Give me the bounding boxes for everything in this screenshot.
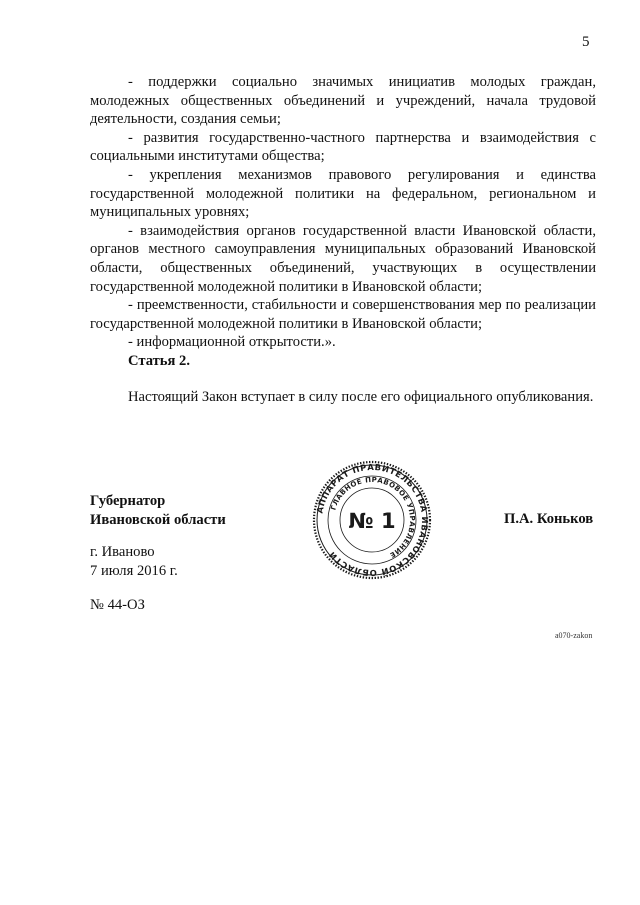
law-number: № 44-ОЗ bbox=[90, 597, 145, 613]
paragraph: - преемственности, стабильности и совершенствования мер по реализации государственной молодежной политики в Ивановской области; bbox=[90, 297, 596, 332]
seal-number: № 1 bbox=[348, 509, 396, 533]
city-date bbox=[90, 543, 178, 581]
file-reference: a070-zakon bbox=[555, 631, 593, 640]
signer-title-line: Губернатор bbox=[90, 493, 166, 509]
paragraph: - поддержки социально значимых инициатив молодых граждан, молодежных общественных объединений и учреждений, начала трудовой деятельности, создания семьи; bbox=[90, 74, 596, 128]
signer-title bbox=[90, 492, 226, 530]
seal-inner-text: ГЛАВНОЕ ПРАВОВОЕ УПРАВЛЕНИЕ bbox=[329, 475, 417, 560]
page-number: 5 bbox=[582, 34, 590, 50]
seal-outer-text: АППАРАТ ПРАВИТЕЛЬСТВА ИВАНОВСКОЙ ОБЛАСТИ bbox=[314, 461, 431, 579]
article-text: Настоящий Закон вступает в силу после его официального опубликования. bbox=[128, 389, 594, 405]
paragraph: - взаимодействия органов государственной власти Ивановской области, органов местного самоуправления муниципальных образований Ивановской области, общественных объединений, участвующих в осуществлении государственной молодежной политики в Ивановской области; bbox=[90, 222, 596, 295]
city: г. Иваново bbox=[90, 544, 155, 560]
body-text bbox=[90, 73, 596, 352]
paragraph: - информационной открытости.». bbox=[128, 334, 336, 351]
paragraph: - развития государственно-частного партнерства и взаимодействия с социальными институтами общества; bbox=[90, 129, 596, 165]
paragraph: - укрепления механизмов правового регулирования и единства государственной молодежной политики на федеральном, региональном и муниципальных уровнях; bbox=[90, 166, 596, 221]
date: 7 июля 2016 г. bbox=[90, 563, 178, 579]
signer-name: П.А. Коньков bbox=[504, 511, 594, 527]
article-heading: Статья 2. bbox=[128, 353, 190, 369]
official-seal bbox=[312, 460, 432, 580]
signer-title-line: Ивановской области bbox=[90, 512, 226, 528]
